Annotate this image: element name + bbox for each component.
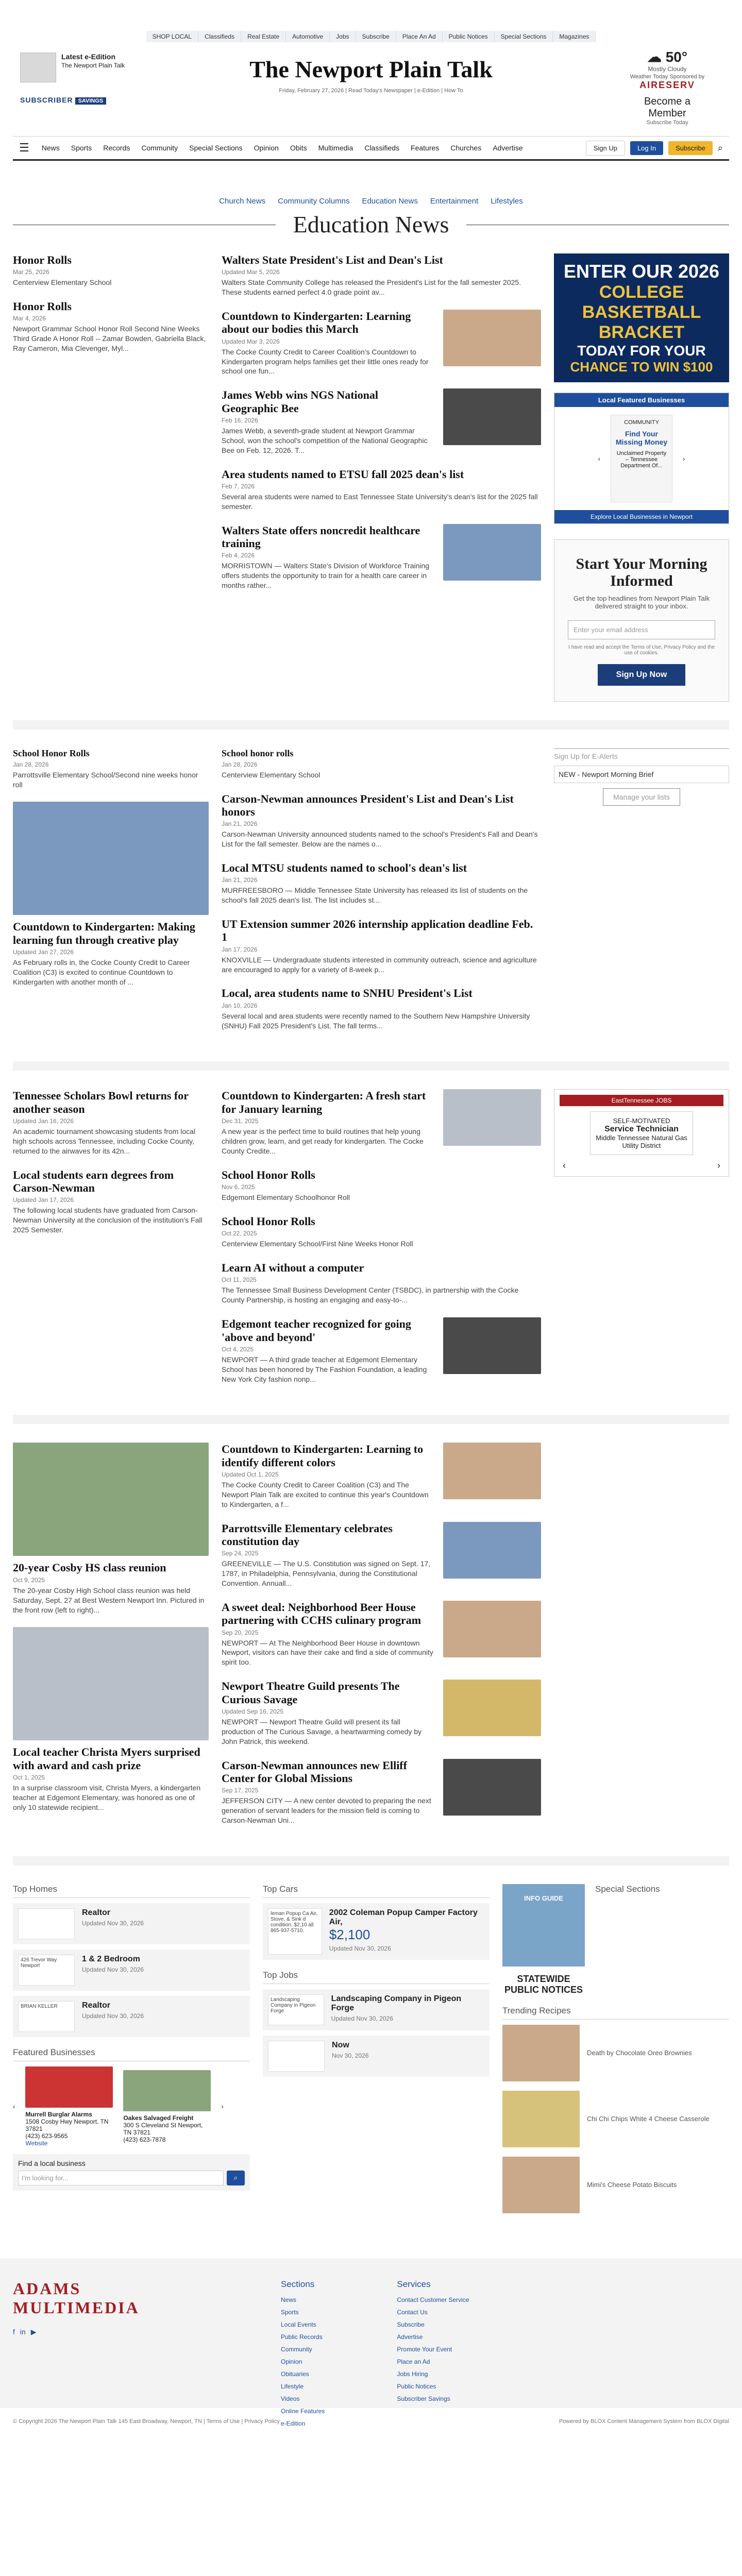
nav-item[interactable]: Advertise bbox=[493, 144, 523, 152]
story-card[interactable] bbox=[222, 1215, 541, 1249]
story-date: Sep 20, 2025 bbox=[222, 1629, 259, 1636]
chevron-right-icon[interactable]: › bbox=[717, 1160, 720, 1171]
story-summary: A new year is the perfect time to build routines that help young children grow, learn, and get ready for kindergarten. The Cocke County Credite... bbox=[222, 1127, 424, 1155]
story-headline[interactable]: James Webb wins NGS National Geographic Bee bbox=[222, 388, 378, 415]
story-card[interactable] bbox=[222, 310, 541, 376]
weather-sponsor-label: Weather Today Sponsored by bbox=[630, 74, 705, 80]
subnav-item[interactable]: Education News bbox=[362, 197, 418, 206]
story-headline[interactable]: Newport Theatre Guild presents The Curious Savage bbox=[222, 1680, 400, 1706]
story-headline[interactable]: Local, area students name to SNHU President's List bbox=[222, 987, 473, 1000]
story-summary: GREENEVILLE — The U.S. Constitution was signed on Sept. 17, 1787, in Philadelphia, Pennsylvania, during the Constitutional Convention. Annuall... bbox=[222, 1560, 431, 1588]
story-card[interactable] bbox=[222, 987, 541, 1030]
story-summary: NEWPORT — A third grade teacher at Edgemont Elementary School has been honored by The Fashion Foundation, a leading New York City fashion nonp... bbox=[222, 1355, 427, 1383]
subnav-item[interactable]: Church News bbox=[219, 197, 266, 206]
story-block-3 bbox=[13, 1089, 729, 1396]
story-block-1 bbox=[13, 253, 729, 702]
section-subnav bbox=[13, 197, 729, 206]
subnav-item[interactable]: Entertainment bbox=[430, 197, 479, 206]
middle-column bbox=[222, 253, 541, 702]
story-summary: Parrottsville Elementary School/Second nine weeks honor roll bbox=[13, 770, 198, 789]
chevron-left-icon[interactable]: ‹ bbox=[598, 454, 600, 463]
masthead bbox=[13, 48, 729, 126]
story-image[interactable] bbox=[443, 1317, 541, 1374]
module-title: Top Homes bbox=[13, 1884, 250, 1898]
story-date: Dec 31, 2025 bbox=[222, 1117, 259, 1125]
main-nav bbox=[13, 136, 729, 161]
right-rail bbox=[554, 748, 729, 1043]
story-headline[interactable]: Tennessee Scholars Bowl returns for another season bbox=[13, 1089, 189, 1115]
toplink[interactable]: Special Sections bbox=[495, 31, 553, 42]
story-date: Nov 6, 2025 bbox=[222, 1183, 255, 1191]
story-summary: The Cocke County Credit to Career Coalition's Countdown to Kindergarten program helps families get their little ones ready for school one fun... bbox=[222, 347, 429, 376]
left-column bbox=[13, 253, 209, 702]
story-headline[interactable]: School Honor Rolls bbox=[13, 748, 90, 758]
story-date: Jan 28, 2026 bbox=[13, 760, 49, 768]
toplink[interactable]: Automotive bbox=[286, 31, 330, 42]
classified-listing[interactable]: Realtor Updated Nov 30, 2026 bbox=[13, 1903, 250, 1944]
right-rail bbox=[554, 1443, 729, 1837]
nav-item[interactable]: Obits bbox=[290, 144, 307, 152]
story-headline[interactable]: Walters State President's List and Dean's List bbox=[222, 253, 443, 266]
story-card[interactable] bbox=[13, 802, 209, 987]
module-title: Top Jobs bbox=[263, 1970, 490, 1984]
story-headline[interactable]: Local teacher Christa Myers surprised with award and cash prize bbox=[13, 1745, 200, 1772]
listing-thumbnail[interactable]: leman Popup Ca Air, Stove, & Sink d condition. $2,10 all 865-937-5710. bbox=[268, 1908, 322, 1955]
subnav-item[interactable]: Lifestyles bbox=[491, 197, 523, 206]
story-summary: Centerview Elementary School/First Nine Weeks Honor Roll bbox=[222, 1240, 413, 1248]
newsletter-text: Get the top headlines from Newport Plain Talk delivered straight to your inbox. bbox=[573, 595, 710, 610]
business-card[interactable]: COMMUNITY Find Your Missing Money Unclaimed Property – Tennessee Department Of... bbox=[611, 415, 672, 502]
story-image[interactable] bbox=[13, 1627, 209, 1740]
story-card[interactable] bbox=[222, 1089, 541, 1156]
module-title: Top Cars bbox=[263, 1884, 490, 1898]
story-summary: MURFREESBORO — Middle Tennessee State University has released its list of students on the school's fall 2025 dean's list. The list includes st... bbox=[222, 886, 528, 905]
classified-listing[interactable]: Now Nov 30, 2026 bbox=[263, 2036, 490, 2077]
chevron-right-icon[interactable]: › bbox=[683, 454, 685, 463]
listing-thumbnail[interactable] bbox=[268, 2041, 325, 2072]
classified-listing[interactable]: Landscaping Company in Pigeon Forge Landscaping Company in Pigeon Forge Updated Nov 30, 2026 bbox=[263, 1989, 490, 2030]
search-icon[interactable]: ⌕ bbox=[717, 142, 723, 153]
youtube-icon[interactable]: ▶ bbox=[30, 2327, 37, 2336]
story-card[interactable] bbox=[222, 1317, 541, 1384]
story-date: Mar 25, 2026 bbox=[13, 268, 49, 276]
story-card[interactable] bbox=[222, 1522, 541, 1588]
story-image[interactable] bbox=[443, 1522, 541, 1579]
story-summary: The Tennessee Small Business Development Center (TSBDC), in partnership with the Cocke County Partnership, is hosting an engaging and easy-to-... bbox=[222, 1286, 519, 1304]
e-alerts-label: Sign Up for E-Alerts bbox=[554, 752, 618, 760]
story-image[interactable] bbox=[443, 524, 541, 581]
recipe-item[interactable]: Mimi's Cheese Potato Biscuits bbox=[502, 2157, 729, 2213]
story-date: Feb 7, 2026 bbox=[222, 482, 255, 490]
story-summary: Newport Grammar School Honor Roll Second Nine Weeks Third Grade A Honor Roll -- Zamar Bowden, Gabriella Black, Ray Cameron, Mia Clevenger, Myl... bbox=[13, 325, 206, 353]
story-image[interactable] bbox=[443, 388, 541, 445]
story-headline[interactable]: Countdown to Kindergarten: Learning about our bodies this March bbox=[222, 310, 411, 336]
story-block-2 bbox=[13, 748, 729, 1043]
story-summary: The 20-year Cosby High School class reunion was held Saturday, Sept. 27 at Best Western Newport Inn. Pictured in the front row (left to right)... bbox=[13, 1586, 205, 1614]
story-date: Updated Jan 16, 2026 bbox=[13, 1117, 74, 1125]
listing-thumbnail[interactable]: Landscaping Company in Pigeon Forge bbox=[268, 1994, 324, 2025]
toplink[interactable]: Real Estate bbox=[241, 31, 286, 42]
story-card[interactable] bbox=[222, 253, 541, 297]
story-headline[interactable]: Local MTSU students named to school's dean's list bbox=[222, 861, 467, 874]
story-date: Jan 21, 2026 bbox=[222, 876, 258, 884]
story-headline[interactable]: Carson-Newman announces President's List and Dean's List honors bbox=[222, 792, 514, 818]
story-card[interactable] bbox=[222, 388, 541, 455]
subscribe-button[interactable]: Subscribe bbox=[668, 141, 713, 155]
story-headline[interactable]: Countdown to Kindergarten: Learning to identify different colors bbox=[222, 1443, 424, 1469]
legal-bar bbox=[13, 2408, 729, 2435]
terms-checkbox[interactable]: I have read and accept the Terms of Use, Privacy Policy and the use of cookies. bbox=[568, 645, 715, 656]
website-link[interactable]: Website bbox=[25, 2139, 48, 2147]
story-date: Sep 24, 2025 bbox=[222, 1550, 259, 1557]
business-search-input[interactable]: I'm looking for... bbox=[18, 2171, 224, 2185]
story-card[interactable] bbox=[13, 253, 209, 287]
homes-column bbox=[13, 1884, 250, 2223]
become-member-link[interactable]: Become a Member bbox=[644, 96, 691, 119]
classified-listing[interactable]: BRIAN KELLER Realtor Updated Nov 30, 2026 bbox=[13, 1996, 250, 2037]
left-column bbox=[13, 1089, 209, 1396]
masthead-date-line: Friday, February 27, 2026 | Read Today's Newspaper | e-Edition | How To bbox=[279, 88, 463, 94]
featured-business[interactable]: Oakes Salvaged Freight 300 S Cleveland St Newport, TN 37821 (423) 623-7878 bbox=[123, 2070, 211, 2143]
story-image[interactable] bbox=[13, 1443, 209, 1556]
newsletter-signup bbox=[554, 539, 729, 702]
manage-lists-button[interactable]: Manage your lists bbox=[603, 788, 680, 806]
sponsor-brand[interactable]: AIRESERV bbox=[639, 80, 695, 90]
nav-item[interactable]: Opinion bbox=[254, 144, 279, 152]
story-summary: Carson-Newman University announced students named to the school's President's Fall and Dean's List for the fall semester. Below are the names o... bbox=[222, 830, 538, 849]
featured-business[interactable]: Murrell Burglar Alarms 1508 Cosby Hwy Newport, TN 37821 (423) 623-9565 Website bbox=[25, 2066, 113, 2147]
e-edition-subtitle: The Newport Plain Talk bbox=[61, 62, 125, 69]
story-summary: As February rolls in, the Cocke County Credit to Career Coalition (C3) is excited to continue Countdown to Kindergarten with another month of ... bbox=[13, 958, 190, 986]
section-divider bbox=[13, 720, 729, 730]
story-image[interactable] bbox=[443, 1601, 541, 1657]
story-summary: James Webb, a seventh-grade student at Newport Grammar School, won the school's competition of the National Geographic Bee on Feb. 12, 2026. T... bbox=[222, 426, 428, 454]
recipe-item[interactable]: Death by Chocolate Oreo Brownies bbox=[502, 2025, 729, 2081]
story-headline[interactable]: Honor Rolls bbox=[13, 253, 72, 266]
section-divider bbox=[13, 1856, 729, 1866]
nav-item[interactable]: Sports bbox=[71, 144, 92, 152]
story-card[interactable] bbox=[13, 1089, 209, 1156]
story-date: Oct 22, 2025 bbox=[222, 1230, 257, 1238]
section-divider bbox=[13, 1415, 729, 1424]
story-card[interactable] bbox=[13, 300, 209, 353]
subscribe-today-link[interactable]: Subscribe Today bbox=[646, 120, 688, 126]
module-title: Featured Businesses bbox=[13, 2047, 250, 2061]
nav-item[interactable]: Churches bbox=[450, 144, 482, 152]
story-headline[interactable]: School Honor Rolls bbox=[222, 1214, 315, 1228]
story-card[interactable] bbox=[222, 918, 541, 974]
powered-by[interactable]: Powered by BLOX Content Management System from BLOX Digital bbox=[559, 2418, 729, 2425]
business-search: Find a local business I'm looking for... ⌕ bbox=[13, 2154, 250, 2191]
story-date: Jan 21, 2026 bbox=[222, 820, 258, 828]
right-rail bbox=[554, 253, 729, 702]
story-headline[interactable]: School honor rolls bbox=[222, 748, 294, 758]
story-headline[interactable]: Learn AI without a computer bbox=[222, 1261, 364, 1275]
story-date: Sep 17, 2025 bbox=[222, 1787, 259, 1794]
story-headline[interactable]: Walters State offers noncredit healthcare training bbox=[222, 523, 420, 550]
story-card[interactable] bbox=[222, 1601, 541, 1667]
story-card[interactable] bbox=[13, 1443, 209, 1615]
marketplace-module bbox=[13, 1884, 729, 2223]
classified-listing[interactable]: 426 Trevor Way Newport 1 & 2 Bedroom Updated Nov 30, 2026 bbox=[13, 1950, 250, 1991]
story-card[interactable] bbox=[222, 524, 541, 590]
story-card[interactable] bbox=[222, 1680, 541, 1746]
story-summary: JEFFERSON CITY — A new center devoted to preparing the next generation of servant leaders for the mission field is coming to Carson-Newman Uni... bbox=[222, 1797, 431, 1824]
story-summary: In a surprise classroom visit, Christa Myers, a kindergarten teacher at Edgemont Elementary, was honored as one of only 10 statewide recipient... bbox=[13, 1784, 201, 1811]
story-headline[interactable]: 20-year Cosby HS class reunion bbox=[13, 1561, 166, 1574]
toplink[interactable]: SHOP LOCAL bbox=[146, 31, 198, 42]
story-date: Jan 28, 2026 bbox=[222, 760, 258, 768]
page-title: Education News bbox=[13, 211, 729, 238]
signup-now-button[interactable]: Sign Up Now bbox=[598, 664, 685, 686]
subnav-item[interactable]: Community Columns bbox=[278, 197, 350, 206]
story-summary: Several local and area students were recently named to the Southern New Hampshire University (SNHU) Fall 2025 President's List. The fall terms... bbox=[222, 1011, 530, 1030]
local-businesses-widget bbox=[554, 393, 729, 524]
nav-item[interactable]: Features bbox=[411, 144, 440, 152]
story-headline[interactable]: Local students earn degrees from Carson-Newman bbox=[13, 1168, 174, 1195]
story-headline[interactable]: A sweet deal: Neighborhood Beer House partnering with CCHS culinary program bbox=[222, 1601, 421, 1627]
story-date: Jan 10, 2026 bbox=[222, 1002, 258, 1009]
signup-button[interactable]: Sign Up bbox=[586, 141, 625, 156]
story-summary: NEWPORT — Newport Theatre Guild will present its fall production of The Curious Savage, a heartwarming comedy by John Patrick, this weekend. bbox=[222, 1717, 422, 1745]
story-headline[interactable]: Parrottsville Elementary celebrates constitution day bbox=[222, 1521, 393, 1548]
e-edition-title: Latest e-Edition bbox=[61, 53, 116, 61]
nav-item[interactable]: News bbox=[41, 144, 60, 152]
weather-widget[interactable] bbox=[626, 48, 709, 126]
nav-item[interactable]: Multimedia bbox=[318, 144, 353, 152]
chevron-left-icon[interactable]: ‹ bbox=[563, 1160, 566, 1171]
cloud-icon: ☁ bbox=[647, 49, 662, 65]
top-links bbox=[13, 0, 729, 42]
story-headline[interactable]: School Honor Rolls bbox=[222, 1168, 315, 1181]
newsletter-option-checkbox[interactable]: NEW - Newport Morning Brief bbox=[554, 766, 729, 783]
story-headline[interactable]: UT Extension summer 2026 internship application deadline Feb. 1 bbox=[222, 918, 533, 944]
special-section-cover[interactable]: INFO GUIDE bbox=[502, 1884, 585, 1967]
story-summary: The Cocke County Credit to Career Coalition (C3) and The Newport Plain Talk are excited to continue this year's Countdown to Kindergarten, a f... bbox=[222, 1481, 429, 1509]
nav-item[interactable]: Special Sections bbox=[189, 144, 243, 152]
toplink[interactable]: Magazines bbox=[553, 31, 596, 42]
classified-listing[interactable]: leman Popup Ca Air, Stove, & Sink d condition. $2,10 all 865-937-5710. 2002 Coleman Popup Camper Factory Air, $2,100 Updated Nov 30, 2026 bbox=[263, 1903, 490, 1960]
facebook-icon[interactable]: f bbox=[13, 2327, 15, 2336]
footer-sections: Sections News Sports Local Events Public Records Community Opinion Obituaries Lifestyle Videos Online Features e-Edition bbox=[281, 2279, 325, 2427]
story-date: Feb 4, 2026 bbox=[222, 552, 255, 560]
story-summary: Centerview Elementary School bbox=[13, 278, 112, 287]
featured-carousel bbox=[13, 2066, 250, 2147]
job-card[interactable]: SELF-MOTIVATED Service Technician Middle Tennessee Natural Gas Utility District bbox=[590, 1111, 693, 1155]
business-logo bbox=[123, 2070, 211, 2111]
story-card[interactable] bbox=[222, 1168, 541, 1202]
story-date: Feb 16, 2026 bbox=[222, 416, 258, 424]
story-card[interactable] bbox=[222, 1759, 541, 1825]
story-date: Oct 1, 2025 bbox=[13, 1774, 45, 1782]
story-date: Updated Oct 1, 2025 bbox=[222, 1471, 279, 1479]
story-headline[interactable]: Carson-Newman announces new Elliff Center for Global Missions bbox=[222, 1758, 407, 1785]
widget-header: Local Featured Businesses bbox=[554, 393, 729, 407]
story-summary: The following local students have graduated from Carson-Newman University at the conclusion of the institution's Fall 2025 Semester. bbox=[13, 1206, 203, 1234]
story-headline[interactable]: Edgemont teacher recognized for going 'above and beyond' bbox=[222, 1317, 411, 1344]
hamburger-menu-icon[interactable]: ☰ bbox=[19, 141, 29, 154]
search-icon[interactable]: ⌕ bbox=[227, 2171, 245, 2185]
left-column bbox=[13, 1443, 209, 1837]
story-card[interactable] bbox=[222, 748, 541, 780]
story-summary: An academic tournament showcasing students from local high schools across Tennessee, including Cocke County, returned to the airwaves for its 42n... bbox=[13, 1127, 196, 1155]
right-rail bbox=[554, 1089, 729, 1396]
business-logo bbox=[25, 2066, 113, 2108]
story-date: Updated Sep 16, 2025 bbox=[222, 1707, 284, 1715]
recipe-image[interactable] bbox=[502, 2025, 580, 2081]
section-divider bbox=[13, 1061, 729, 1071]
toplink[interactable]: Jobs bbox=[330, 31, 356, 42]
nav-item[interactable]: Classifieds bbox=[364, 144, 400, 152]
newsletter-title: Start Your Morning Informed bbox=[576, 555, 707, 589]
middle-column bbox=[222, 748, 541, 1043]
recipe-image[interactable] bbox=[502, 2091, 580, 2147]
story-date: Updated Jan 17, 2026 bbox=[13, 1196, 74, 1204]
left-column bbox=[13, 748, 209, 1043]
story-block-4 bbox=[13, 1443, 729, 1837]
jobs-widget bbox=[554, 1089, 729, 1177]
site-logo[interactable]: The Newport Plain Talk bbox=[249, 56, 493, 82]
jobs-header: EastTennessee JOBS bbox=[560, 1095, 723, 1106]
story-headline[interactable]: Countdown to Kindergarten: A fresh start for January learning bbox=[222, 1089, 426, 1115]
story-date: Mar 4, 2026 bbox=[13, 315, 46, 323]
middle-column bbox=[222, 1443, 541, 1837]
story-date: Oct 9, 2025 bbox=[13, 1576, 45, 1584]
copyright: © Copyright 2026 The Newport Plain Talk 145 East Broadway, Newport, TN | Terms of Use | Privacy Policy bbox=[13, 2418, 280, 2425]
story-date: Oct 11, 2025 bbox=[222, 1276, 257, 1284]
story-image[interactable] bbox=[443, 1089, 541, 1146]
story-summary: Walters State Community College has released the President's List for the fall semester 2025. These students earned perfect 4.0 grade point av... bbox=[222, 278, 521, 297]
listing-thumbnail[interactable]: BRIAN KELLER bbox=[18, 2001, 75, 2032]
listing-thumbnail[interactable]: 426 Trevor Way Newport bbox=[18, 1955, 75, 1986]
story-card[interactable] bbox=[222, 861, 541, 905]
story-image[interactable] bbox=[13, 802, 209, 915]
temperature: 50° bbox=[665, 49, 688, 65]
story-date: Updated Jan 27, 2026 bbox=[13, 948, 74, 956]
story-summary: Centerview Elementary School bbox=[222, 770, 321, 779]
subscriber-savings-logo[interactable]: SUBSCRIBER SAVINGS bbox=[20, 96, 106, 105]
bracket-ad[interactable]: ENTER OUR 2026 COLLEGE BASKETBALL BRACKET TODAY FOR YOUR CHANCE TO WIN $100 bbox=[554, 253, 729, 382]
footer-logo[interactable]: ADAMS MULTIMEDIA bbox=[13, 2279, 140, 2317]
recipe-image[interactable] bbox=[502, 2157, 580, 2213]
footer-services: Services Contact Customer Service Contact Us Subscribe Advertise Promote Your Event Place an Ad Jobs Hiring Public Notices Subscriber Savings bbox=[397, 2279, 469, 2402]
chevron-right-icon[interactable]: › bbox=[221, 2103, 224, 2111]
story-summary: Several area students were named to East Tennessee State University's dean's list for the 2025 fall semester. bbox=[222, 492, 538, 511]
statewide-notices-logo[interactable]: STATEWIDE PUBLIC NOTICES bbox=[504, 1973, 583, 1995]
story-card[interactable] bbox=[222, 468, 541, 512]
story-card[interactable] bbox=[13, 1168, 209, 1235]
recipe-item[interactable]: Chi Chi Chips White 4 Cheese Casserole bbox=[502, 2091, 729, 2147]
story-image[interactable] bbox=[443, 310, 541, 366]
login-button[interactable]: Log In bbox=[630, 141, 663, 155]
e-alerts-signup bbox=[554, 748, 729, 806]
toplink[interactable]: Place An Ad bbox=[396, 31, 443, 42]
linkedin-icon[interactable]: in bbox=[20, 2327, 26, 2336]
story-date: Updated Mar 3, 2026 bbox=[222, 337, 280, 345]
listing-thumbnail[interactable] bbox=[18, 1908, 75, 1939]
story-headline[interactable]: Countdown to Kindergarten: Making learning fun through creative play bbox=[13, 920, 195, 946]
story-summary: NEWPORT — At The Neighborhood Beer House in downtown Newport, visitors can have their cake and find a side of community spirit too. bbox=[222, 1638, 433, 1667]
module-title: Trending Recipes bbox=[502, 2006, 729, 2020]
toplink[interactable]: Subscribe bbox=[356, 31, 396, 42]
explore-businesses-link[interactable]: Explore Local Businesses in Newport bbox=[554, 510, 729, 523]
story-image[interactable] bbox=[443, 1759, 541, 1816]
toplink[interactable]: Classifieds bbox=[198, 31, 241, 42]
toplink[interactable]: Public Notices bbox=[443, 31, 495, 42]
story-card[interactable] bbox=[222, 1261, 541, 1305]
story-image[interactable] bbox=[443, 1443, 541, 1499]
nav-item[interactable]: Community bbox=[141, 144, 178, 152]
cars-jobs-column bbox=[263, 1884, 490, 2223]
middle-column bbox=[222, 1089, 541, 1396]
story-summary: MORRISTOWN — Walters State's Division of Workforce Training offers students the opportunity to train for a health care career in months rather... bbox=[222, 562, 430, 590]
story-card[interactable] bbox=[222, 1443, 541, 1509]
story-image[interactable] bbox=[443, 1680, 541, 1736]
story-date: Updated Mar 5, 2026 bbox=[222, 268, 280, 276]
nav-item[interactable]: Records bbox=[103, 144, 130, 152]
story-summary: KNOXVILLE — Undergraduate students interested in community outreach, science and agriculture are encouraged to apply for a variety of 8-week p... bbox=[222, 955, 537, 974]
story-headline[interactable]: Honor Rolls bbox=[13, 300, 72, 313]
story-date: Jan 17, 2026 bbox=[222, 945, 258, 953]
story-card[interactable] bbox=[13, 748, 209, 789]
module-title: Special Sections bbox=[595, 1884, 660, 1894]
email-field[interactable]: Enter your email address bbox=[568, 620, 715, 639]
story-date: Oct 4, 2025 bbox=[222, 1345, 254, 1353]
story-card[interactable] bbox=[13, 1627, 209, 1812]
story-summary: Edgemont Elementary Schoolhonor Roll bbox=[222, 1193, 350, 1202]
story-card[interactable] bbox=[222, 792, 541, 849]
weather-condition: Mostly Cloudy bbox=[648, 65, 687, 73]
special-recipes-column bbox=[502, 1884, 729, 2223]
story-headline[interactable]: Area students named to ETSU fall 2025 dean's list bbox=[222, 467, 464, 481]
chevron-left-icon[interactable]: ‹ bbox=[13, 2103, 15, 2111]
